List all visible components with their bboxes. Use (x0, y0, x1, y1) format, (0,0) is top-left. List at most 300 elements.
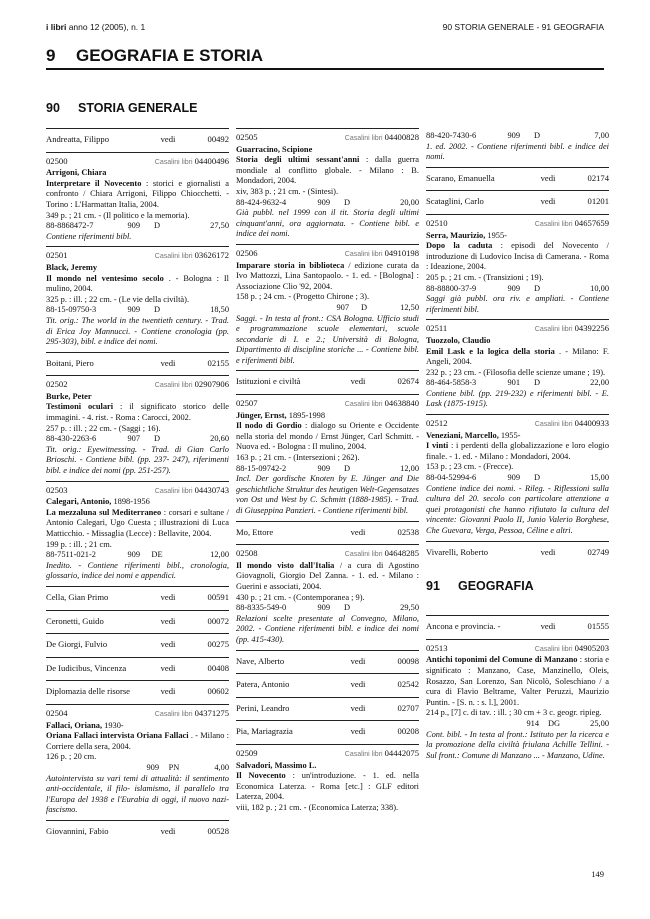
subsection-title: STORIA GENERALE (78, 101, 198, 115)
xref-row (46, 616, 229, 627)
entry-number: 02501 (46, 250, 68, 261)
author-line (46, 263, 229, 274)
imprint: : episodi del Novecento / introduzione di Ludovico Incisa di Camerana. - Roma : Ideazione, 2004. (426, 241, 610, 272)
catalog-entry (46, 375, 229, 476)
subsection-heading-91 (426, 579, 609, 593)
entry-number: 02500 (46, 155, 68, 166)
catalog-entry (236, 244, 419, 367)
xref-vedi: vedi (350, 526, 366, 537)
xref-vedi: vedi (160, 825, 176, 836)
entry-header (46, 708, 229, 721)
isbn: 88-464-5858-3 (426, 378, 477, 388)
entry-source (345, 248, 419, 261)
price: 27,50 (210, 221, 229, 231)
class-code: D (153, 305, 161, 315)
entry-header (46, 379, 229, 392)
isbn: 88-04-52994-6 (426, 473, 477, 483)
entry-header (236, 398, 419, 411)
book-title: Storia degli ultimi sessant'anni (236, 155, 360, 165)
entry-notes: Tit. orig.: The world in the twentieth century. - Trad. di Erica Joy Mannucci. - Contiene cronologia (pp. 295-303), bibl. e indice dei nomi. (46, 315, 229, 347)
cross-reference (46, 680, 229, 701)
entry-description (46, 179, 229, 211)
entry-number: 02503 (46, 484, 68, 495)
entry-header (426, 643, 609, 656)
author: Salvadori, Massimo L. (236, 760, 317, 770)
class-code: D (360, 302, 368, 312)
price: 22,00 (590, 378, 609, 388)
spacer (236, 303, 309, 314)
xref-vedi: vedi (160, 615, 176, 626)
xref-name: De Iudicibus, Vincenza (46, 662, 127, 673)
catalog-entry (46, 152, 229, 243)
physical-description: 205 p. ; 21 cm. - (Transizioni ; 19). (426, 272, 544, 282)
record-id: 04905203 (574, 642, 609, 653)
source-label: Casalini libri (154, 382, 193, 390)
xref-vedi: vedi (540, 196, 556, 207)
dewey: 909 (127, 550, 140, 560)
cross-reference (46, 586, 229, 607)
price: 7,00 (594, 131, 609, 140)
entry-header (236, 548, 419, 561)
class-code: D (533, 378, 541, 388)
author-line (426, 336, 609, 347)
class-code: D (343, 603, 351, 613)
isbn: 88-15-09750-3 (46, 305, 97, 315)
running-head (46, 22, 604, 36)
catalog-entry (46, 481, 229, 582)
entry-source (155, 485, 229, 498)
entry-source (345, 748, 419, 761)
entry-notes: Inedito. - Contiene riferimenti bibl., cronologia, glossario, indice dei nomi e appendici. (46, 560, 229, 581)
cross-reference (236, 521, 419, 542)
physical-description: xiv, 383 p. ; 21 cm. - (Sintesi). (236, 186, 339, 196)
imprint: / a cura di Agostino Giovagnoli, Giorgio Del Zanna. - 1. ed. - Milano : Guerini e associati, 2004. (236, 560, 419, 591)
entry-notes: Incl. Der gordische Knoten by E. Jünger and Die geschichtliche Struktur des heutigen Welt-Gegensatzes von Ost und West by C. Schmitt (1888-1985). - Trad. di Giuseppina Panzieri. - Contiene riferimenti bibl. (236, 474, 419, 515)
xref-row (46, 663, 229, 674)
xref-code: 00602 (207, 686, 229, 697)
isbn-line (46, 550, 229, 561)
isbn: 88-430-2263-6 (46, 434, 97, 444)
subsection-heading-90 (46, 101, 197, 115)
section-number: 9 (46, 46, 56, 65)
source-label: Casalini libri (344, 551, 383, 559)
xref-row (236, 726, 419, 737)
entry-header (426, 323, 609, 336)
xref-row (236, 376, 419, 387)
physical-description: 158 p. ; 24 cm. - (Progetto Chirone ; 3). (236, 292, 370, 302)
imprint: / edizione curata da Ivo Mattozzi, Lina Santopaolo. - 1. ed. - [Bologna] : Associazione Clio '92, 2004. (236, 260, 419, 291)
entry-source (155, 250, 229, 263)
running-head-left (46, 22, 145, 32)
xref-vedi: vedi (350, 376, 366, 387)
xref-name: Vivarelli, Roberto (426, 546, 489, 557)
dewey: 907 (127, 434, 140, 444)
entry-header (46, 250, 229, 263)
xref-vedi: vedi (160, 357, 176, 368)
author: Veneziani, Marcello, (426, 430, 499, 440)
xref-row (426, 547, 609, 558)
xref-row (236, 679, 419, 690)
entry-notes: Contiene riferimenti bibl. (46, 231, 132, 241)
catalog-entry (426, 414, 609, 537)
entry-description (426, 241, 609, 273)
cross-reference (426, 190, 609, 211)
entry-description (236, 561, 419, 593)
author-line (236, 761, 419, 772)
book-title: Imparare storia in biblioteca (236, 260, 345, 270)
isbn-line (426, 131, 609, 142)
author: Burke, Peter (46, 391, 92, 401)
column-3-top (426, 128, 609, 561)
author-dates: 1930- (104, 720, 124, 730)
xref-name: Cella, Gian Primo (46, 591, 109, 602)
author-line (426, 231, 609, 242)
entry-source (155, 708, 229, 721)
entry-number: 02507 (236, 398, 258, 409)
dewey: 909 (317, 463, 330, 473)
price: 20,00 (400, 197, 419, 207)
source-label: Casalini libri (534, 421, 573, 429)
imprint: : dialogo su Oriente e Occidente nella storia del mondo / Ernst Jünger, Carl Schmitt. - Nuova ed. - Bologna : Il mulino, 2004. (236, 421, 420, 452)
class-code: DG (547, 718, 561, 728)
price: 18,50 (210, 305, 229, 315)
xref-vedi: vedi (540, 546, 556, 557)
column-3-bottom (426, 615, 609, 761)
book-title: Antichi toponimi del Comune di Manzano (426, 655, 578, 665)
isbn-line (236, 198, 419, 209)
source-label: Casalini libri (154, 710, 193, 718)
isbn-line (46, 305, 229, 316)
record-id: 04400933 (574, 418, 609, 429)
book-title: La mezzaluna sul Mediterraneo (46, 507, 162, 517)
physical-description: viii, 182 p. ; 21 cm. - (Economica Laterza; 338). (236, 802, 399, 812)
isbn-line (426, 473, 609, 484)
entry-continuation (426, 128, 609, 163)
isbn: 88-8335-549-0 (236, 603, 287, 613)
price: 15,00 (590, 473, 609, 483)
section-name: GEOGRAFIA E STORIA (76, 46, 264, 65)
spacer (46, 763, 119, 774)
isbn-line (46, 221, 229, 232)
xref-row (46, 826, 229, 837)
entry-number: 02511 (426, 323, 448, 334)
xref-row (46, 592, 229, 603)
xref-code: 00528 (207, 825, 229, 836)
imprint: : i perdenti della globalizzazione e loro elogio finale. - 1. ed. - Milano : Mondadori, 2004. (426, 441, 610, 461)
entry-number: 02508 (236, 548, 258, 559)
entry-notes: Saggi. - In testa al front.: CSA Bologna. Ufficio studi e programmazione scuole elementari, scuole secondarie di I. e 2.; Università di Bologna, Dipartimento di discipline storiche ... - Contiene bibl. e riferimenti bibl. (236, 313, 419, 365)
entry-source (345, 132, 419, 145)
source-label: Casalini libri (154, 253, 193, 261)
record-id: 04657659 (574, 217, 609, 228)
book-title: Oriana Fallaci intervista Oriana Fallaci (46, 731, 189, 741)
cross-reference (46, 352, 229, 373)
entry-number: 02504 (46, 707, 68, 718)
entry-header (426, 418, 609, 431)
source-label: Casalini libri (534, 645, 573, 653)
author-dates: 1955- (500, 430, 521, 440)
cross-reference (426, 167, 609, 188)
xref-name: Mo, Ettore (236, 526, 274, 537)
entry-header (236, 748, 419, 761)
column-1 (46, 128, 229, 843)
xref-name: Andreatta, Filippo (46, 134, 110, 144)
source-label: Casalini libri (154, 158, 193, 166)
xref-code: 02538 (397, 526, 419, 537)
xref-name: Patera, Antonio (236, 679, 290, 690)
cross-reference (46, 657, 229, 678)
class-code: D (343, 197, 351, 207)
entry-notes: Contiene indice dei nomi. - Rileg. - Riflessioni sulla cultura del 20. secolo con particolare attenzione a quei protagonisti che hanno rifiutato la cultura del vincente: Giovanni Paolo II, Junio Valerio Borghese, Che Guevara, Verga, Pessoa, Céline e altri. (426, 483, 609, 535)
xref-vedi: vedi (160, 662, 176, 673)
cross-reference (46, 820, 229, 841)
catalog-entry (236, 128, 419, 240)
cross-reference (236, 370, 419, 391)
xref-row (46, 134, 229, 145)
xref-code: 02707 (397, 702, 419, 713)
entry-description (426, 441, 609, 462)
entry-header (46, 485, 229, 498)
class-code: D (153, 221, 161, 231)
entry-description (426, 655, 609, 708)
class-code: D (343, 463, 351, 473)
xref-code: 02174 (587, 172, 609, 183)
entry-notes: Cont. bibl. - In testa al front.: Istituto per la ricerca e la promozione della civiltà friulana Achille Tellini. - Sul front.: Comune di Manzano ... - Manzano, Udine. (426, 729, 609, 760)
dewey: 907 (336, 302, 349, 312)
xref-code: 02749 (587, 546, 609, 557)
class-code: DE (151, 550, 163, 560)
dewey: 909 (127, 221, 140, 231)
physical-description: 153 p. ; 23 cm. - (Frecce). (426, 462, 514, 472)
entry-header (236, 248, 419, 261)
entry-description (236, 771, 419, 803)
source-label: Casalini libri (344, 250, 383, 258)
record-id: 04400828 (384, 132, 419, 142)
dewey: 909 (317, 603, 330, 613)
source-label: Casalini libri (154, 487, 193, 495)
xref-code: 02674 (397, 376, 419, 387)
dewey: 909 (507, 473, 520, 483)
isbn-line (426, 378, 609, 389)
entry-number: 02512 (426, 418, 448, 429)
xref-code: 01201 (587, 196, 609, 207)
price: 29,50 (400, 603, 419, 613)
page-number: 149 (591, 869, 604, 879)
class-code: D (533, 131, 541, 140)
source-label: Casalini libri (344, 135, 383, 142)
xref-vedi: vedi (350, 702, 366, 713)
entry-description (236, 155, 419, 187)
isbn-line (46, 434, 229, 445)
xref-row (236, 527, 419, 538)
entry-header (236, 132, 419, 145)
cross-reference (426, 541, 609, 562)
xref-name: Scarano, Emanuella (426, 172, 495, 183)
xref-vedi: vedi (350, 726, 366, 737)
xref-code: 00408 (207, 662, 229, 673)
imprint: : un'introduzione. - 1. ed. nella Economica Laterza. - Roma [etc.] : GLF editori Laterza, 2004. (236, 771, 419, 802)
xref-name: Pia, Mariagrazia (236, 726, 293, 737)
author-line (46, 497, 229, 508)
imprint: : il significato storico delle immagini. - 4. rist. - Roma : Carocci, 2002. (46, 402, 230, 423)
physical-description: 199 p. : ill. ; 21 cm. (46, 539, 112, 549)
isbn: 88-7511-021-2 (46, 550, 96, 560)
record-id: 04442075 (384, 747, 419, 758)
dewey: 914 (526, 718, 539, 728)
isbn-line (426, 284, 609, 295)
xref-name: Nave, Alberto (236, 655, 285, 666)
xref-name: De Giorgi, Fulvio (46, 639, 108, 650)
physical-description: 214 p., [7] c. di tav. : ill. ; 30 cm + 3 c. geogr. ripieg. (426, 708, 602, 718)
imprint: : storici e giornalisti a confronto / Chiara Arrigoni, Filippo Chiocchetti. - Torino : L'Harmattan Italia, 2004. (46, 178, 229, 209)
entry-number: 02506 (236, 247, 258, 258)
author-line (236, 145, 419, 156)
imprint: : dalla guerra mondiale al conflitto globale. - Milano : B. Mondadori, 2004. (236, 155, 420, 186)
isbn-line (236, 464, 419, 475)
xref-code: 00098 (397, 655, 419, 666)
cross-reference (236, 720, 419, 741)
entry-number: 02502 (46, 379, 68, 390)
xref-row (426, 173, 609, 184)
entry-notes: Saggi già pubbl. ora riv. e ampliati. - Contiene riferimenti bibl. (426, 294, 609, 314)
xref-code: 02542 (397, 679, 419, 690)
running-head-right: 90 STORIA GENERALE - 91 GEOGRAFIA (442, 22, 604, 32)
entry-description (46, 731, 229, 752)
price-line (236, 303, 419, 314)
entry-notes: Autointervista su vari temi di attualità: il sentimento anti-occidentale, il filo- islamismo, il parallelo tra l'Europa del 1938 e l'Eurabia di oggi, il nuovo nazi-fascismo. (46, 773, 229, 815)
imprint: : storia e significato : Manzano, Case, Manzinello, Oleis, Rosazzo, San Lorenzo, San Nicolò, Soleschiano / a cura di Flavio Beltrame, Valter Peruzzi, Maurizio Puntin. - [S. n. : s. l.], 2001. (426, 655, 609, 707)
entry-number: 02513 (426, 642, 448, 653)
entry-notes: 1. ed. 2002. - Contiene riferimenti bibl. e indice dei nomi. (426, 141, 609, 162)
class-code: D (153, 434, 161, 444)
author-line (46, 392, 229, 403)
class-code: D (533, 283, 541, 293)
price: 12,00 (210, 550, 229, 560)
cross-reference (46, 633, 229, 654)
record-id: 04910198 (384, 247, 419, 258)
physical-description: 257 p. : ill. ; 22 cm. - (Saggi ; 16). (46, 423, 161, 433)
entry-description (46, 274, 229, 295)
author-line (46, 168, 229, 179)
author: Arrigoni, Chiara (46, 168, 107, 178)
price: 12,00 (400, 463, 419, 473)
record-id: 04400496 (194, 155, 229, 166)
dewey: 901 (507, 378, 520, 388)
xref-vedi: vedi (350, 655, 366, 666)
isbn: 88-88800-37-9 (426, 283, 477, 293)
subsection-number: 91 (426, 579, 440, 594)
catalog-entry (426, 639, 609, 762)
xref-vedi: vedi (160, 639, 176, 650)
price-line (426, 719, 609, 730)
source-label: Casalini libri (534, 326, 573, 334)
xref-code: 00492 (207, 134, 229, 144)
source-label: Casalini libri (344, 750, 383, 758)
author-line (426, 431, 609, 442)
book-title: Il Novecento (236, 771, 286, 781)
xref-vedi: vedi (350, 679, 366, 690)
author: Jünger, Ernst, (236, 410, 287, 420)
physical-description: 163 p. ; 21 cm. - (Intersezioni ; 262). (236, 453, 360, 463)
entry-number: 02510 (426, 217, 448, 228)
author: Tuozzolo, Claudio (426, 335, 491, 345)
dewey: 909 (127, 305, 140, 315)
entry-description (426, 347, 609, 368)
source-label: Casalini libri (534, 220, 573, 228)
book-title: I vinti (426, 441, 449, 451)
xref-row (236, 656, 419, 667)
entry-source (345, 548, 419, 561)
entry-header (426, 218, 609, 231)
author-line (46, 721, 229, 732)
price: 10,00 (590, 283, 609, 293)
record-id: 04392256 (574, 323, 609, 334)
entry-source (535, 418, 609, 431)
record-id: 04371275 (194, 707, 229, 718)
catalog-entry (426, 214, 609, 315)
book-title: Interpretare il Novecento (46, 178, 142, 188)
book-title: Il mondo visto dall'Italia (236, 560, 335, 570)
entry-header (46, 156, 229, 169)
entry-notes: Contiene bibl. (pp. 219-232) e riferimenti bibl. - E. Lask (1875-1915). (426, 388, 609, 409)
record-id: 02907906 (194, 379, 229, 390)
price: 12,50 (400, 302, 419, 312)
catalog-entry (236, 394, 419, 517)
xref-vedi: vedi (540, 172, 556, 183)
entry-source (535, 323, 609, 336)
catalog-entry (46, 704, 229, 816)
xref-name: Ancona e provincia. - (426, 621, 501, 632)
entry-notes: Tit. orig.: Eyewitnessing. - Trad. di Gian Carlo Brioschi. - Contiene bibl. (pp. 237- 247), riferimenti bibl. e indice dei nomi (pp. 251-257). (46, 444, 229, 476)
author-dates: 1898-1956 (113, 497, 150, 507)
price: 20,60 (210, 434, 229, 444)
xref-name: Ceronetti, Guido (46, 615, 104, 626)
xref-name: Scataglini, Carlo (426, 196, 484, 207)
xref-code: 02155 (207, 357, 229, 368)
xref-row (236, 703, 419, 714)
subsection-number: 90 (46, 101, 60, 115)
entry-source (155, 156, 229, 169)
imprint: : corsari e sultane / Antonio Calegari, Ugo Cuesta ; illustrazioni di Luca Matticchio. - Missaglia (Lecce) : Bellavite, 2004. (46, 507, 229, 538)
xref-vedi: vedi (160, 686, 176, 697)
isbn: 88-420-7430-6 (426, 131, 477, 140)
author: Calegari, Antonio, (46, 497, 112, 507)
physical-description: 325 p. : ill. ; 22 cm. - (Le vie della civiltà). (46, 294, 190, 304)
book-title: Il mondo nel ventesimo secolo (46, 273, 164, 283)
book-title: Testimoni oculari (46, 402, 114, 412)
catalog-entry (46, 246, 229, 347)
record-id: 04638840 (384, 398, 419, 409)
entry-number: 02505 (236, 132, 258, 142)
xref-row (46, 686, 229, 697)
author: Serra, Maurizio, (426, 230, 486, 240)
xref-name: Boitani, Piero (46, 357, 94, 368)
entry-source (535, 218, 609, 231)
entry-source (535, 643, 609, 656)
section-rule (46, 68, 604, 70)
class-code: PN (168, 762, 180, 772)
subsection-title: GEOGRAFIA (458, 579, 534, 594)
xref-row (426, 621, 609, 632)
author: Fallaci, Oriana, (46, 720, 103, 730)
xref-row (46, 639, 229, 650)
xref-code: 01555 (587, 621, 609, 632)
dewey: 909 (317, 197, 330, 207)
xref-row (426, 196, 609, 207)
cross-reference (236, 650, 419, 671)
xref-name: Giovannini, Fabio (46, 825, 109, 836)
cross-reference (236, 697, 419, 718)
